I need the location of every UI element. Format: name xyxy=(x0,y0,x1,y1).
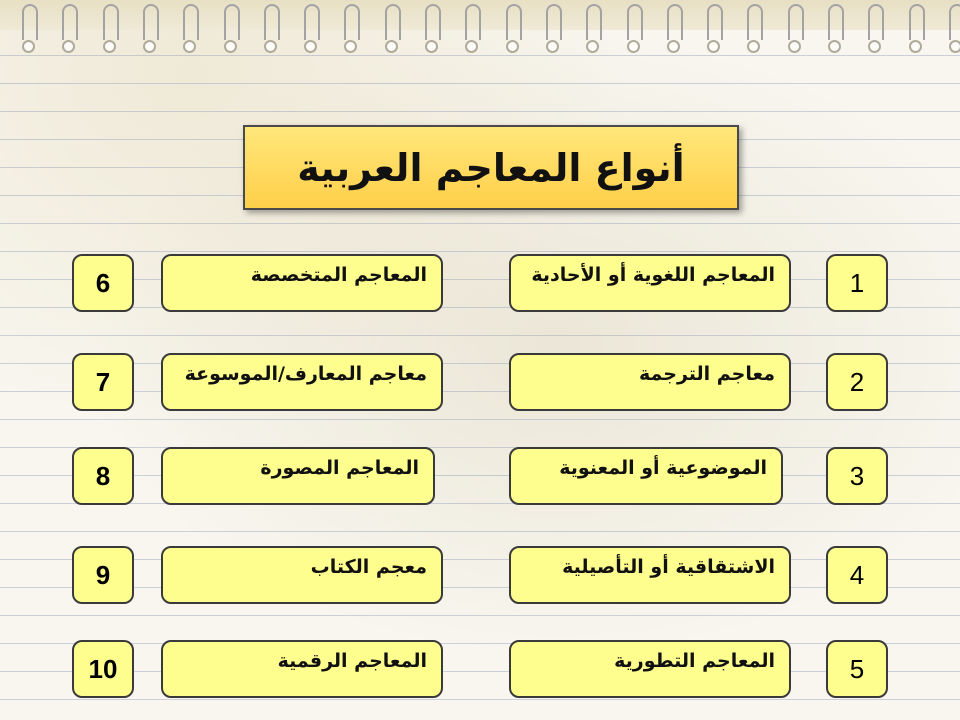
ring-wire xyxy=(103,4,119,40)
punch-hole xyxy=(22,40,35,53)
ring-wire xyxy=(304,4,320,40)
number-box-4: 4 xyxy=(826,546,888,604)
number-box-10: 10 xyxy=(72,640,134,698)
binding-ring xyxy=(747,0,761,58)
dictionary-type-label-4: الاشتقاقية أو التأصيلية xyxy=(509,546,791,604)
binding-ring xyxy=(627,0,641,58)
binding-ring xyxy=(506,0,520,58)
ring-wire xyxy=(143,4,159,40)
punch-hole xyxy=(304,40,317,53)
dictionary-type-label-6: المعاجم المتخصصة xyxy=(161,254,443,312)
binding-ring xyxy=(224,0,238,58)
number-box-2: 2 xyxy=(826,353,888,411)
binding-ring xyxy=(465,0,479,58)
punch-hole xyxy=(707,40,720,53)
dictionary-type-label-7: معاجم المعارف/الموسوعة xyxy=(161,353,443,411)
punch-hole xyxy=(506,40,519,53)
punch-hole xyxy=(103,40,116,53)
binding-ring xyxy=(304,0,318,58)
ring-wire xyxy=(788,4,804,40)
punch-hole xyxy=(949,40,960,53)
binding-ring xyxy=(586,0,600,58)
binding-ring xyxy=(183,0,197,58)
binding-ring xyxy=(385,0,399,58)
ring-wire xyxy=(667,4,683,40)
punch-hole xyxy=(143,40,156,53)
punch-hole xyxy=(909,40,922,53)
punch-hole xyxy=(385,40,398,53)
binding-ring xyxy=(828,0,842,58)
binding-ring xyxy=(707,0,721,58)
binding-ring xyxy=(264,0,278,58)
ring-wire xyxy=(22,4,38,40)
dictionary-type-label-2: معاجم الترجمة xyxy=(509,353,791,411)
punch-hole xyxy=(224,40,237,53)
binding-ring xyxy=(344,0,358,58)
ring-wire xyxy=(62,4,78,40)
ring-wire xyxy=(868,4,884,40)
binding-ring xyxy=(143,0,157,58)
punch-hole xyxy=(344,40,357,53)
binding-ring xyxy=(788,0,802,58)
title-banner xyxy=(243,125,739,210)
punch-hole xyxy=(183,40,196,53)
ring-wire xyxy=(385,4,401,40)
number-box-8: 8 xyxy=(72,447,134,505)
number-box-3: 3 xyxy=(826,447,888,505)
spiral-binding xyxy=(0,0,960,70)
punch-hole xyxy=(627,40,640,53)
binding-ring xyxy=(62,0,76,58)
punch-hole xyxy=(828,40,841,53)
number-box-5: 5 xyxy=(826,640,888,698)
binding-ring xyxy=(425,0,439,58)
number-box-6: 6 xyxy=(72,254,134,312)
ring-wire xyxy=(546,4,562,40)
ring-wire xyxy=(425,4,441,40)
number-box-9: 9 xyxy=(72,546,134,604)
binding-ring xyxy=(667,0,681,58)
ring-wire xyxy=(949,4,960,40)
ring-wire xyxy=(586,4,602,40)
ring-wire xyxy=(627,4,643,40)
dictionary-type-label-8: المعاجم المصورة xyxy=(161,447,435,505)
ring-wire xyxy=(909,4,925,40)
punch-hole xyxy=(868,40,881,53)
punch-hole xyxy=(667,40,680,53)
ring-wire xyxy=(707,4,723,40)
punch-hole xyxy=(465,40,478,53)
ring-wire xyxy=(224,4,240,40)
dictionary-type-label-1: المعاجم اللغوية أو الأحادية xyxy=(509,254,791,312)
page-title: أنواع المعاجم العربية xyxy=(297,145,685,190)
ring-wire xyxy=(747,4,763,40)
binding-ring xyxy=(868,0,882,58)
dictionary-type-label-9: معجم الكتاب xyxy=(161,546,443,604)
number-box-1: 1 xyxy=(826,254,888,312)
number-box-7: 7 xyxy=(72,353,134,411)
punch-hole xyxy=(747,40,760,53)
dictionary-type-label-5: المعاجم التطورية xyxy=(509,640,791,698)
ring-wire xyxy=(828,4,844,40)
punch-hole xyxy=(62,40,75,53)
binding-ring xyxy=(909,0,923,58)
ring-wire xyxy=(344,4,360,40)
ring-wire xyxy=(506,4,522,40)
dictionary-type-label-10: المعاجم الرقمية xyxy=(161,640,443,698)
punch-hole xyxy=(586,40,599,53)
dictionary-type-label-3: الموضوعية أو المعنوية xyxy=(509,447,783,505)
binding-ring xyxy=(949,0,960,58)
punch-hole xyxy=(425,40,438,53)
punch-hole xyxy=(264,40,277,53)
punch-hole xyxy=(788,40,801,53)
binding-ring xyxy=(22,0,36,58)
ring-wire xyxy=(465,4,481,40)
binding-ring xyxy=(546,0,560,58)
ring-wire xyxy=(264,4,280,40)
binding-ring xyxy=(103,0,117,58)
ring-wire xyxy=(183,4,199,40)
punch-hole xyxy=(546,40,559,53)
